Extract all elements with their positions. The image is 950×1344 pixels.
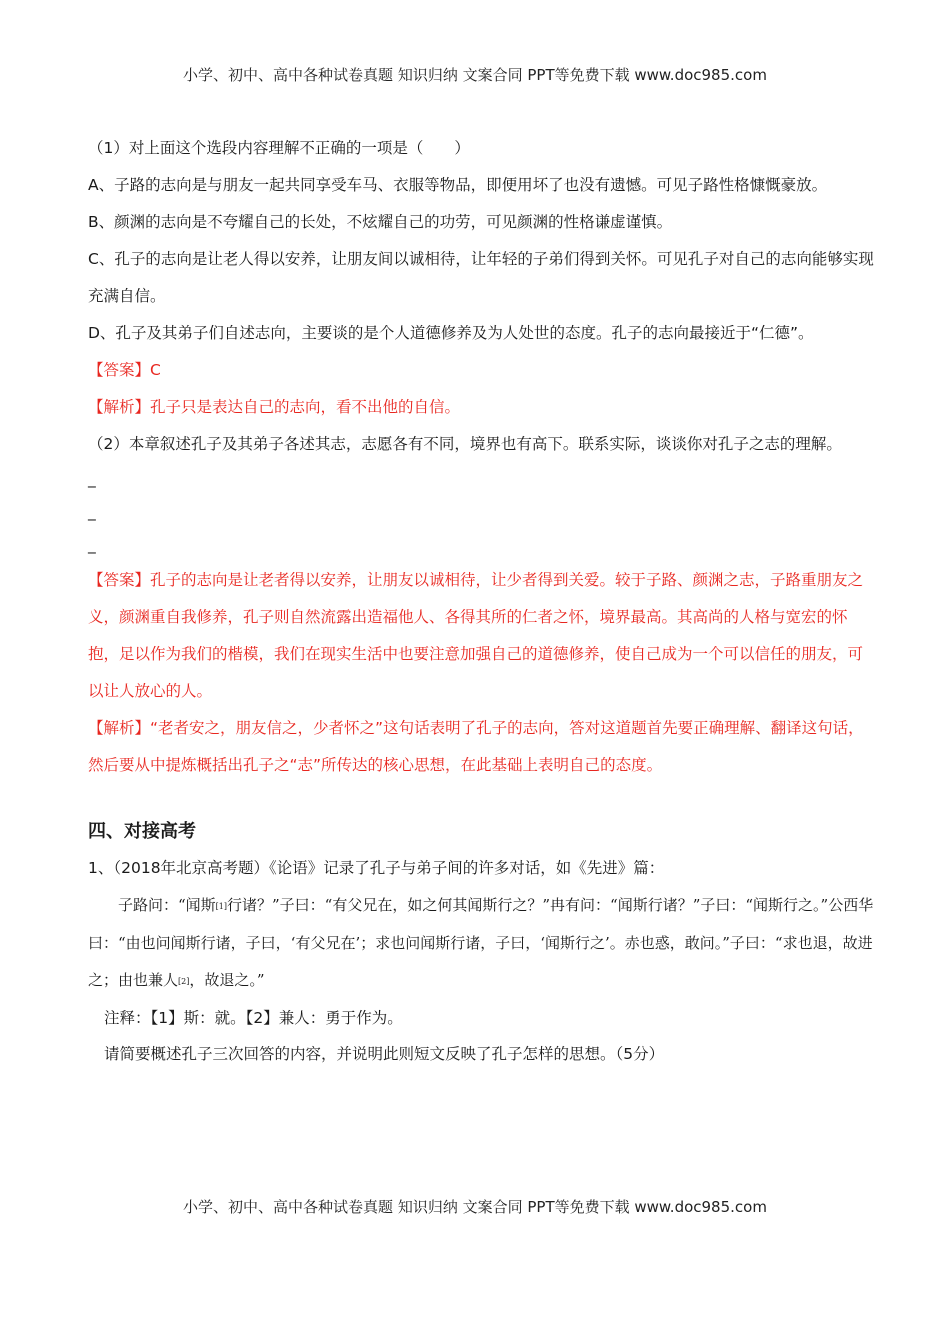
- q1-option-a: A、子路的志向是与朋友一起共同享受车马、衣服等物品，即便用坏了也没有遗憾。可见子路性格慷慨豪放。: [88, 176, 828, 194]
- answer-blank-line: _: [88, 503, 96, 521]
- gaokao-q1-intro: 1、（2018年北京高考题）《论语》记录了孔子与弟子间的许多对话，如《先进》篇：: [88, 859, 665, 877]
- q1-option-b: B、颜渊的志向是不夸耀自己的长处，不炫耀自己的功劳，可见颜渊的性格谦虚谨慎。: [88, 213, 673, 231]
- answer-blank-line: _: [88, 470, 96, 488]
- gaokao-q1-question: 请简要概述孔子三次回答的内容，并说明此则短文反映了孔子怎样的思想。（5分）: [104, 1045, 665, 1063]
- answer-text: C: [150, 361, 161, 379]
- q2-answer: [88, 562, 878, 710]
- answer-blank-line: _: [88, 536, 96, 554]
- passage-text: ，故退之。”: [189, 971, 265, 989]
- answer-label: 【答案】: [88, 571, 151, 589]
- document-body: [88, 130, 878, 1072]
- q2-stem: （2）本章叙述孔子及其弟子各述其志，志愿各有不同，境界也有高下。联系实际，谈谈你对孔子之志的理解。: [88, 435, 842, 453]
- q1-answer: [88, 352, 878, 389]
- footnote-marker: [2]: [178, 977, 190, 986]
- q1-stem: （1）对上面这个选段内容理解不正确的一项是（ ）: [88, 139, 470, 157]
- analysis-label: 【解析】: [88, 398, 151, 416]
- classical-passage: [88, 887, 878, 1000]
- footnotes: 注释：【1】斯：就。【2】兼人：勇于作为。: [104, 1009, 403, 1027]
- page-footer: 小学、初中、高中各种试卷真题 知识归纳 文案合同 PPT等免费下载 www.doc985.com: [183, 1198, 767, 1216]
- q1-option-d: D、孔子及其弟子们自述志向，主要谈的是个人道德修养及为人处世的态度。孔子的志向最接近于“仁德”。: [88, 324, 814, 342]
- section-title: 四、对接高考: [88, 821, 196, 842]
- answer-label: 【答案】: [88, 361, 151, 379]
- footnote-marker: [1]: [215, 902, 228, 911]
- analysis-label: 【解析】: [88, 719, 151, 737]
- analysis-text: “老者安之，朋友信之，少者怀之”这句话表明了孔子的志向，答对这道题首先要正确理解、翻译这句话，然后要从中提炼概括出孔子之“志”所传达的核心思想，在此基础上表明自己的态度。: [88, 719, 864, 774]
- analysis-text: 孔子只是表达自己的志向，看不出他的自信。: [150, 398, 461, 416]
- page-header: 小学、初中、高中各种试卷真题 知识归纳 文案合同 PPT等免费下载 www.doc985.com: [183, 66, 767, 84]
- passage-text: 行诸？”子曰：“有父兄在，如之何其闻斯行之？”冉有问：“闻斯行诸？”子曰：“闻斯行之。”公西华曰：“由也问闻斯行诸，子曰，‘有父兄在’；求也问闻斯行诸，子曰，‘闻斯行之’。赤也惑，敢问。”子曰：“求也退，故进之；由也兼人: [88, 896, 874, 989]
- passage-text: 子路问：“闻斯: [118, 896, 216, 914]
- q1-option-c: C、孔子的志向是让老人得以安养，让朋友间以诚相待，让年轻的子弟们得到关怀。可见孔子对自己的志向能够实现充满自信。: [88, 250, 874, 305]
- q2-analysis: [88, 710, 878, 784]
- q1-analysis: [88, 389, 878, 426]
- answer-text: 孔子的志向是让老者得以安养，让朋友以诚相待，让少者得到关爱。较于子路、颜渊之志，子路重朋友之义，颜渊重自我修养，孔子则自然流露出造福他人、各得其所的仁者之怀，境界最高。其高尚的人格与宽宏的怀抱，足以作为我们的楷模，我们在现实生活中也要注意加强自己的道德修养，使自己成为一个可以信任的朋友，可以让人放心的人。: [88, 571, 864, 700]
